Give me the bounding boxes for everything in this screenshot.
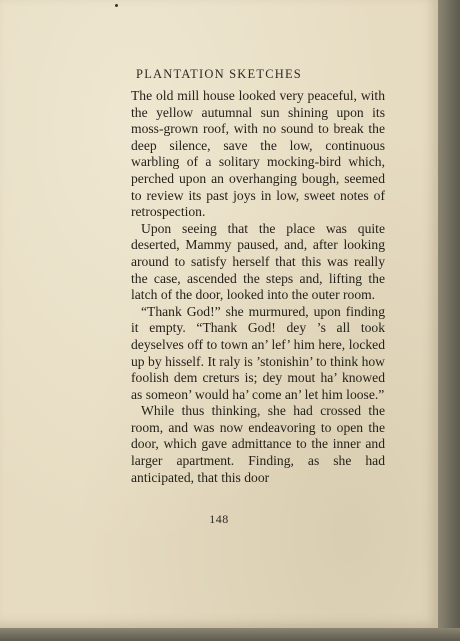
scan-border-bottom bbox=[0, 628, 460, 641]
paragraph-1: The old mill house looked very peaceful, with the yellow autumnal sun shining upon its moss-grown roof, with no sound to break the deep silence, save the low, continuous warbling of a solitary mocking-bird which, perched upon an overhanging bough, seemed to review its past joys in low, sweet notes of retrospection. bbox=[131, 88, 385, 220]
ink-speck bbox=[115, 4, 118, 7]
body-text bbox=[131, 88, 385, 486]
scan-border-right bbox=[438, 0, 460, 641]
paragraph-3: “Thank God!” she murmured, upon finding it empty. “Thank God! dey ’s all took deyselves off to town an’ lef’ him here, locked up by hisself. It raly is ’stonishin’ to think how foolish dem creturs is; dey mout ha’ knowed as someon’ would ha’ come an’ let him loose.” bbox=[131, 303, 385, 402]
running-header: PLANTATION SKETCHES bbox=[136, 67, 302, 81]
page-number: 148 bbox=[209, 512, 229, 526]
paragraph-4: While thus thinking, she had crossed the room, and was now endeavoring to open the door, which gave admittance to the inner and larger apartment. Finding, as she had anticipated, that this door bbox=[131, 403, 385, 485]
paragraph-2: Upon seeing that the place was quite deserted, Mammy paused, and, after looking around to satisfy herself that this was really the case, ascended the steps and, lifting the latch of the door, looked into the outer room. bbox=[131, 220, 385, 303]
